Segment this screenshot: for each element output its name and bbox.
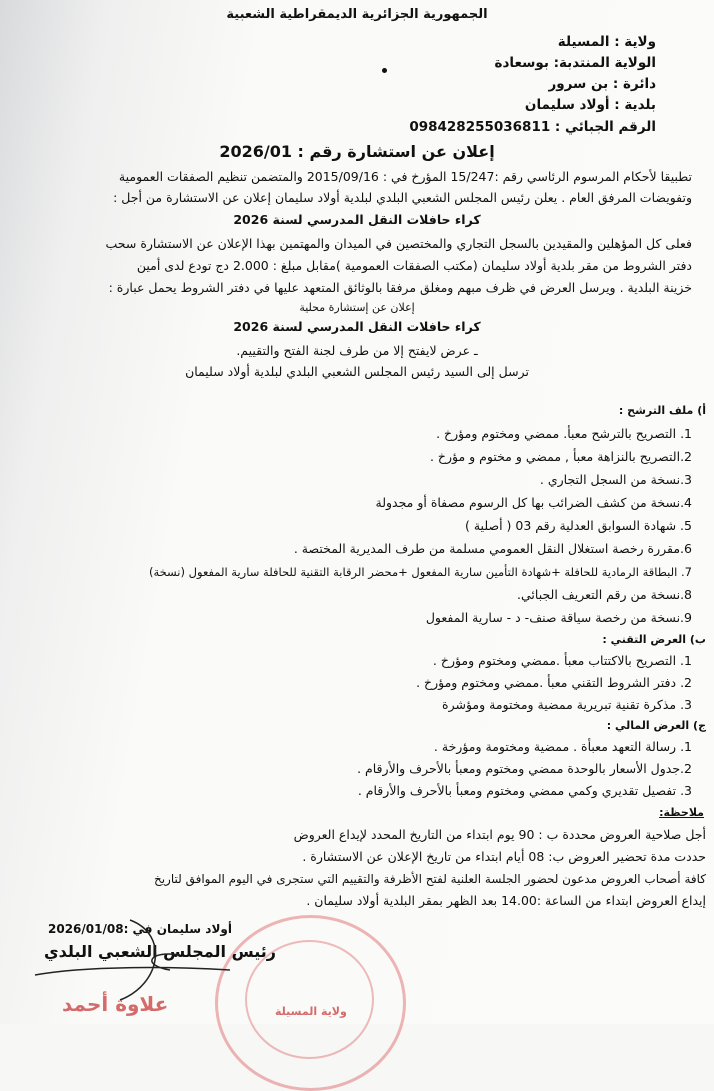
wilaya: ولاية : المسيلة [557,34,656,50]
list-item: 5. شهادة السوابق العدلية رقم 03 ( أصلية ) [465,518,692,533]
signatory-name: علاوة أحمد [62,992,169,1016]
republic-header: الجمهورية الجزائرية الديمقراطية الشعبية [226,7,488,22]
signature-place-date: أولاد سليمان في :2026/01/08 [48,922,232,936]
list-item: 7. البطاقة الرمادية للحافلة +شهادة التأمين سارية المفعول +محضر الرقابة التقنية للحافلة سارية المفعول (نسخة) [148,565,692,579]
note-line: أجل صلاحية العروض محددة ب : 90 يوم ابتداء من التاريخ المحدد لإيداع العروض [293,827,706,842]
intro-line: تطبيقا لأحكام المرسوم الرئاسي رقم :15/247 المؤرخ في : 2015/09/16 والمتضمن تنظيم الصفقات العمومية [118,169,692,184]
intro-line: وتفويضات المرفق العام . يعلن رئيس المجلس الشعبي البلدي لبلدية أولاد سليمان إعلان عن الاستشارة من أجل : [113,190,692,205]
stamp-text: ولاية المسيلة [275,1005,347,1018]
section-heading: ج) العرض المالي : [606,719,706,732]
daira: دائرة : بن سرور [548,76,656,92]
subject: كراء حافلات النقل المدرسي لسنة 2026 [233,212,481,227]
envelope-line: ترسل إلى السيد رئيس المجلس الشعبي البلدي لبلدية أولاد سليمان [185,364,529,379]
delegated-wilaya: الولاية المنتدبة: بوسعادة [494,55,656,71]
tax-id: الرقم الجبائي : 098428255036811 [409,119,656,135]
list-item: 1. رسالة التعهد معبأة . ممضية ومختومة ومؤرخة . [433,739,692,754]
section-heading: أ) ملف الترشح : [618,404,706,417]
body-line: فعلى كل المؤهلين والمقيدين بالسجل التجاري والمختصين في الميدان والمهتمين بهذا الإعلان عن الاستشارة سحب [105,236,692,251]
envelope-line: ـ عرض لايفتح إلا من طرف لجنة الفتح والتقييم. [236,343,478,358]
note-line: إيداع العروض ابتداء من الساعة :14.00 بعد الظهر بمقر البلدية أولاد سليمان . [306,893,706,908]
ink-dot [382,68,387,73]
envelope-subject: كراء حافلات النقل المدرسي لسنة 2026 [233,319,481,334]
list-item: 3. مذكرة تقنية تبريرية ممضية ومختومة ومؤشرة [442,697,692,712]
envelope-line: إعلان عن إستشارة محلية [299,301,415,314]
list-item: 3. تفصيل تقديري وكمي ممضي ومختوم ومعبأ بالأحرف والأرقام . [357,783,692,798]
list-item: 2.جدول الأسعار بالوحدة ممضي ومختوم ومعبأ بالأحرف والأرقام . [357,761,692,776]
commune: بلدية : أولاد سليمان [524,97,656,113]
note-line: كافة أصحاب العروض مدعون لحضور الجلسة العلنية لفتح الأظرفة والتقييم التي ستجرى في اليوم الموافق لتاريخ [153,872,706,886]
list-item: 3.نسخة من السجل التجاري . [539,472,692,487]
list-item: 1. التصريح بالترشح معبأ. ممضي ومختوم ومؤرخ . [436,426,692,441]
list-item: 2. دفتر الشروط التقني معبأ .ممضي ومختوم ومؤرخ . [416,675,692,690]
announcement-title: إعلان عن استشارة رقم : 2026/01 [219,142,495,161]
list-item: 2.التصريح بالنزاهة معبأ , ممضي و مختوم و مؤرخ . [429,449,692,464]
body-line: خزينة البلدية . ويرسل العرض في ظرف مبهم ومغلق مرفقا بالوثائق المتعهد عليها في دفتر الشروط يحمل عبارة : [108,280,692,295]
section-heading: ب) العرض التقني : [602,633,706,646]
list-item: 4.نسخة من كشف الضرائب بها كل الرسوم مصفاة أو مجدولة [375,495,692,510]
body-line: دفتر الشروط من مقر بلدية أولاد سليمان (مكتب الصفقات العمومية )مقابل مبلغ : 2.000 دج تودع لدى أمين [136,258,692,273]
signature-role: رئيس المجلس الشعبي البلدي [44,942,276,961]
list-item: 8.نسخة من رقم التعريف الجبائي. [517,587,692,602]
note-line: حددت مدة تحضير العروض ب: 08 أيام ابتداء من تاريخ الإعلان عن الاستشارة . [302,849,706,864]
list-item: 9.نسخة من رخصة سياقة صنف- د - سارية المفعول [425,610,692,625]
notes-heading: ملاحظة: [659,806,704,819]
list-item: 6.مقررة رخصة استغلال النقل العمومي مسلمة من طرف المديرية المختصة . [293,541,692,556]
list-item: 1. التصريح بالاكتتاب معبأ .ممضي ومختوم ومؤرخ . [432,653,692,668]
